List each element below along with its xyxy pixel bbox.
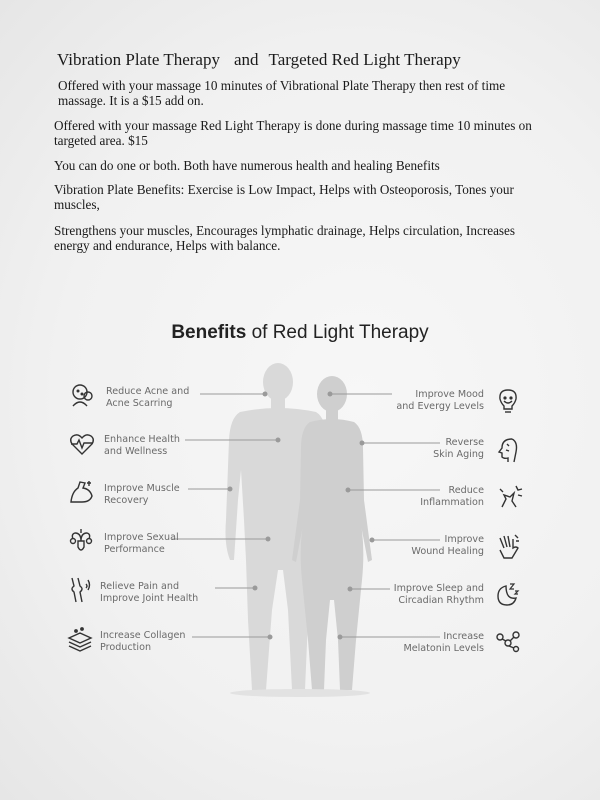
benefit-line: Inflammation [420,497,484,508]
benefit-line: Reduce Acne and [106,386,190,397]
benefit-line: Improve Sexual [104,532,179,543]
knee-joint-icon [66,576,94,604]
benefit-line: Circadian Rhythm [398,595,484,606]
benefit-inflammation [420,485,484,509]
benefit-line: Enhance Health [104,434,180,445]
benefit-line: Wound Healing [411,546,484,557]
benefit-line: Melatonin Levels [403,643,484,654]
benefit-line: Reduce [448,485,484,496]
reproductive-icon [67,527,95,555]
benefit-wound-healing [411,534,484,558]
benefit-mood-energy [396,389,484,413]
benefit-line: and Wellness [104,446,168,457]
face-acne-icon [68,380,96,408]
flexed-arm-icon [68,478,96,506]
title-part1: Vibration Plate Therapy [57,50,220,69]
benefit-line: Skin Aging [433,449,484,460]
wound-hand-icon [494,532,522,560]
benefit-collagen [100,630,186,654]
benefit-muscle-recovery [104,483,180,507]
moon-sleep-icon [492,580,520,608]
benefit-line: Production [100,642,152,653]
benefit-line: Improve [444,534,484,545]
benefit-line: Performance [104,544,165,555]
collagen-layers-icon [66,626,94,654]
inflammation-icon [496,483,524,511]
heart-pulse-icon [68,430,96,458]
paragraph-both-options: You can do one or both. Both have numerous health and healing Benefits [54,158,440,173]
infographic-title-rest: of Red Light Therapy [246,322,429,343]
paragraph-red-light-offer: Offered with your massage Red Light Therapy is done during massage time 10 minutes on targeted area. $15 [54,118,532,148]
benefit-line: Improve Muscle [104,483,180,494]
title-and: and [233,50,259,69]
benefit-joint-health [100,581,198,605]
title-part2: Targeted Red Light Therapy [268,50,461,69]
benefit-line: Increase Collagen [100,630,186,641]
face-profile-icon [494,436,522,464]
benefit-melatonin [403,631,484,655]
benefit-line: Reverse [445,437,484,448]
benefit-line: Recovery [104,495,149,506]
benefit-enhance-health [104,434,180,458]
benefit-reduce-acne [106,386,189,410]
melatonin-molecule-icon [494,627,522,655]
lightbulb-smile-icon [494,387,522,415]
benefit-line: Relieve Pain and [100,581,180,592]
benefit-skin-aging [433,437,484,461]
benefit-sexual-performance [104,532,179,556]
benefit-line: Acne Scarring [106,398,173,409]
benefit-line: Improve Joint Health [100,593,199,604]
benefit-line: and Evergy Levels [396,401,484,412]
paragraph-vibration-offer: Offered with your massage 10 minutes of Vibrational Plate Therapy then rest of time massage. It is a $15 add on. [58,78,506,108]
benefit-sleep [394,583,484,607]
benefit-line: Improve Sleep and [393,583,484,594]
benefit-line: Improve Mood [415,389,484,400]
paragraph-vibration-benefits-cont: Strengthens your muscles, Encourages lymphatic drainage, Helps circulation, Increases energy and endurance, Helps with balance. [54,223,516,253]
infographic-title-bold: Benefits [171,322,247,343]
benefit-line: Increase [443,631,484,642]
paragraph-vibration-benefits: Vibration Plate Benefits: Exercise is Low Impact, Helps with Osteoporosis, Tones your muscles, [54,182,514,212]
